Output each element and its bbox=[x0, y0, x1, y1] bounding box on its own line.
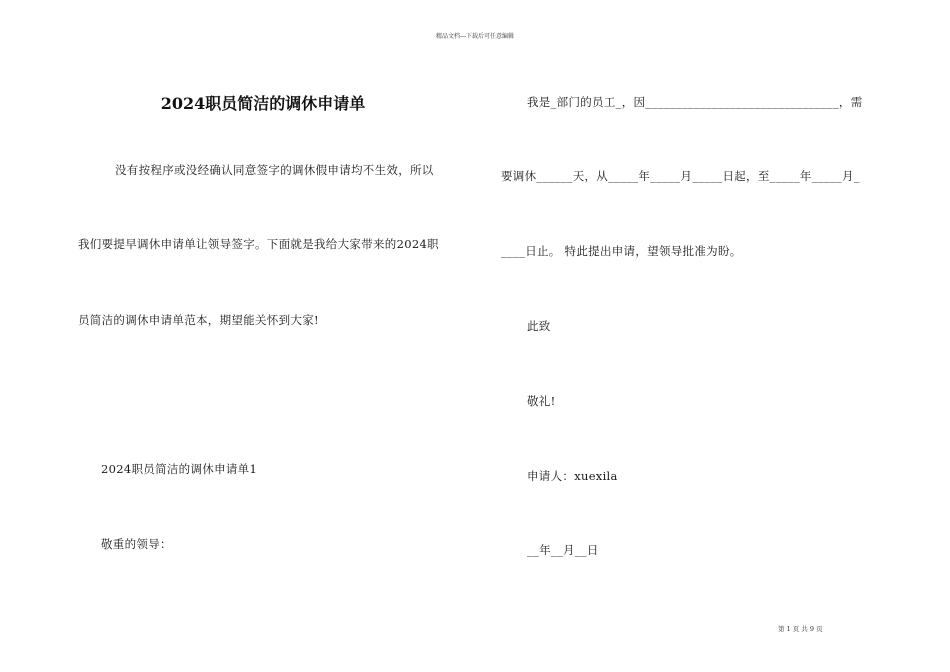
body-line-3: ____日止。 特此提出申请，望领导批准为盼。 bbox=[501, 244, 742, 258]
intro-line-1: 没有按程序或没经确认同意签字的调休假申请均不生效，所以 bbox=[115, 163, 434, 177]
applicant-line: 申请人：xuexila bbox=[527, 469, 618, 483]
intro-line-3: 员简洁的调休申请单范本，期望能关怀到大家! bbox=[78, 313, 319, 327]
body-line-1: 我是_部门的员工_，因________________________________，需 bbox=[527, 95, 863, 109]
date-line: __年__月__日 bbox=[527, 543, 599, 557]
intro-line-2: 我们要提早调休申请单让领导签字。下面就是我给大家带来的2024职 bbox=[78, 237, 439, 251]
page-indicator: 第 1 页 共 9 页 bbox=[778, 625, 823, 633]
section-heading: 2024职员简洁的调休申请单1 bbox=[101, 462, 258, 476]
salutation: 敬重的领导： bbox=[101, 537, 172, 551]
closing-line-2: 敬礼! bbox=[527, 394, 556, 408]
header-note: 精品文档---下载后可任意编辑 bbox=[435, 33, 515, 40]
document-title: 2024职员简洁的调休申请单 bbox=[160, 94, 366, 113]
body-line-2: 要调休______天，从_____年_____月_____日起，至_____年_____月_ bbox=[501, 169, 860, 183]
closing-line-1: 此致 bbox=[527, 319, 551, 333]
